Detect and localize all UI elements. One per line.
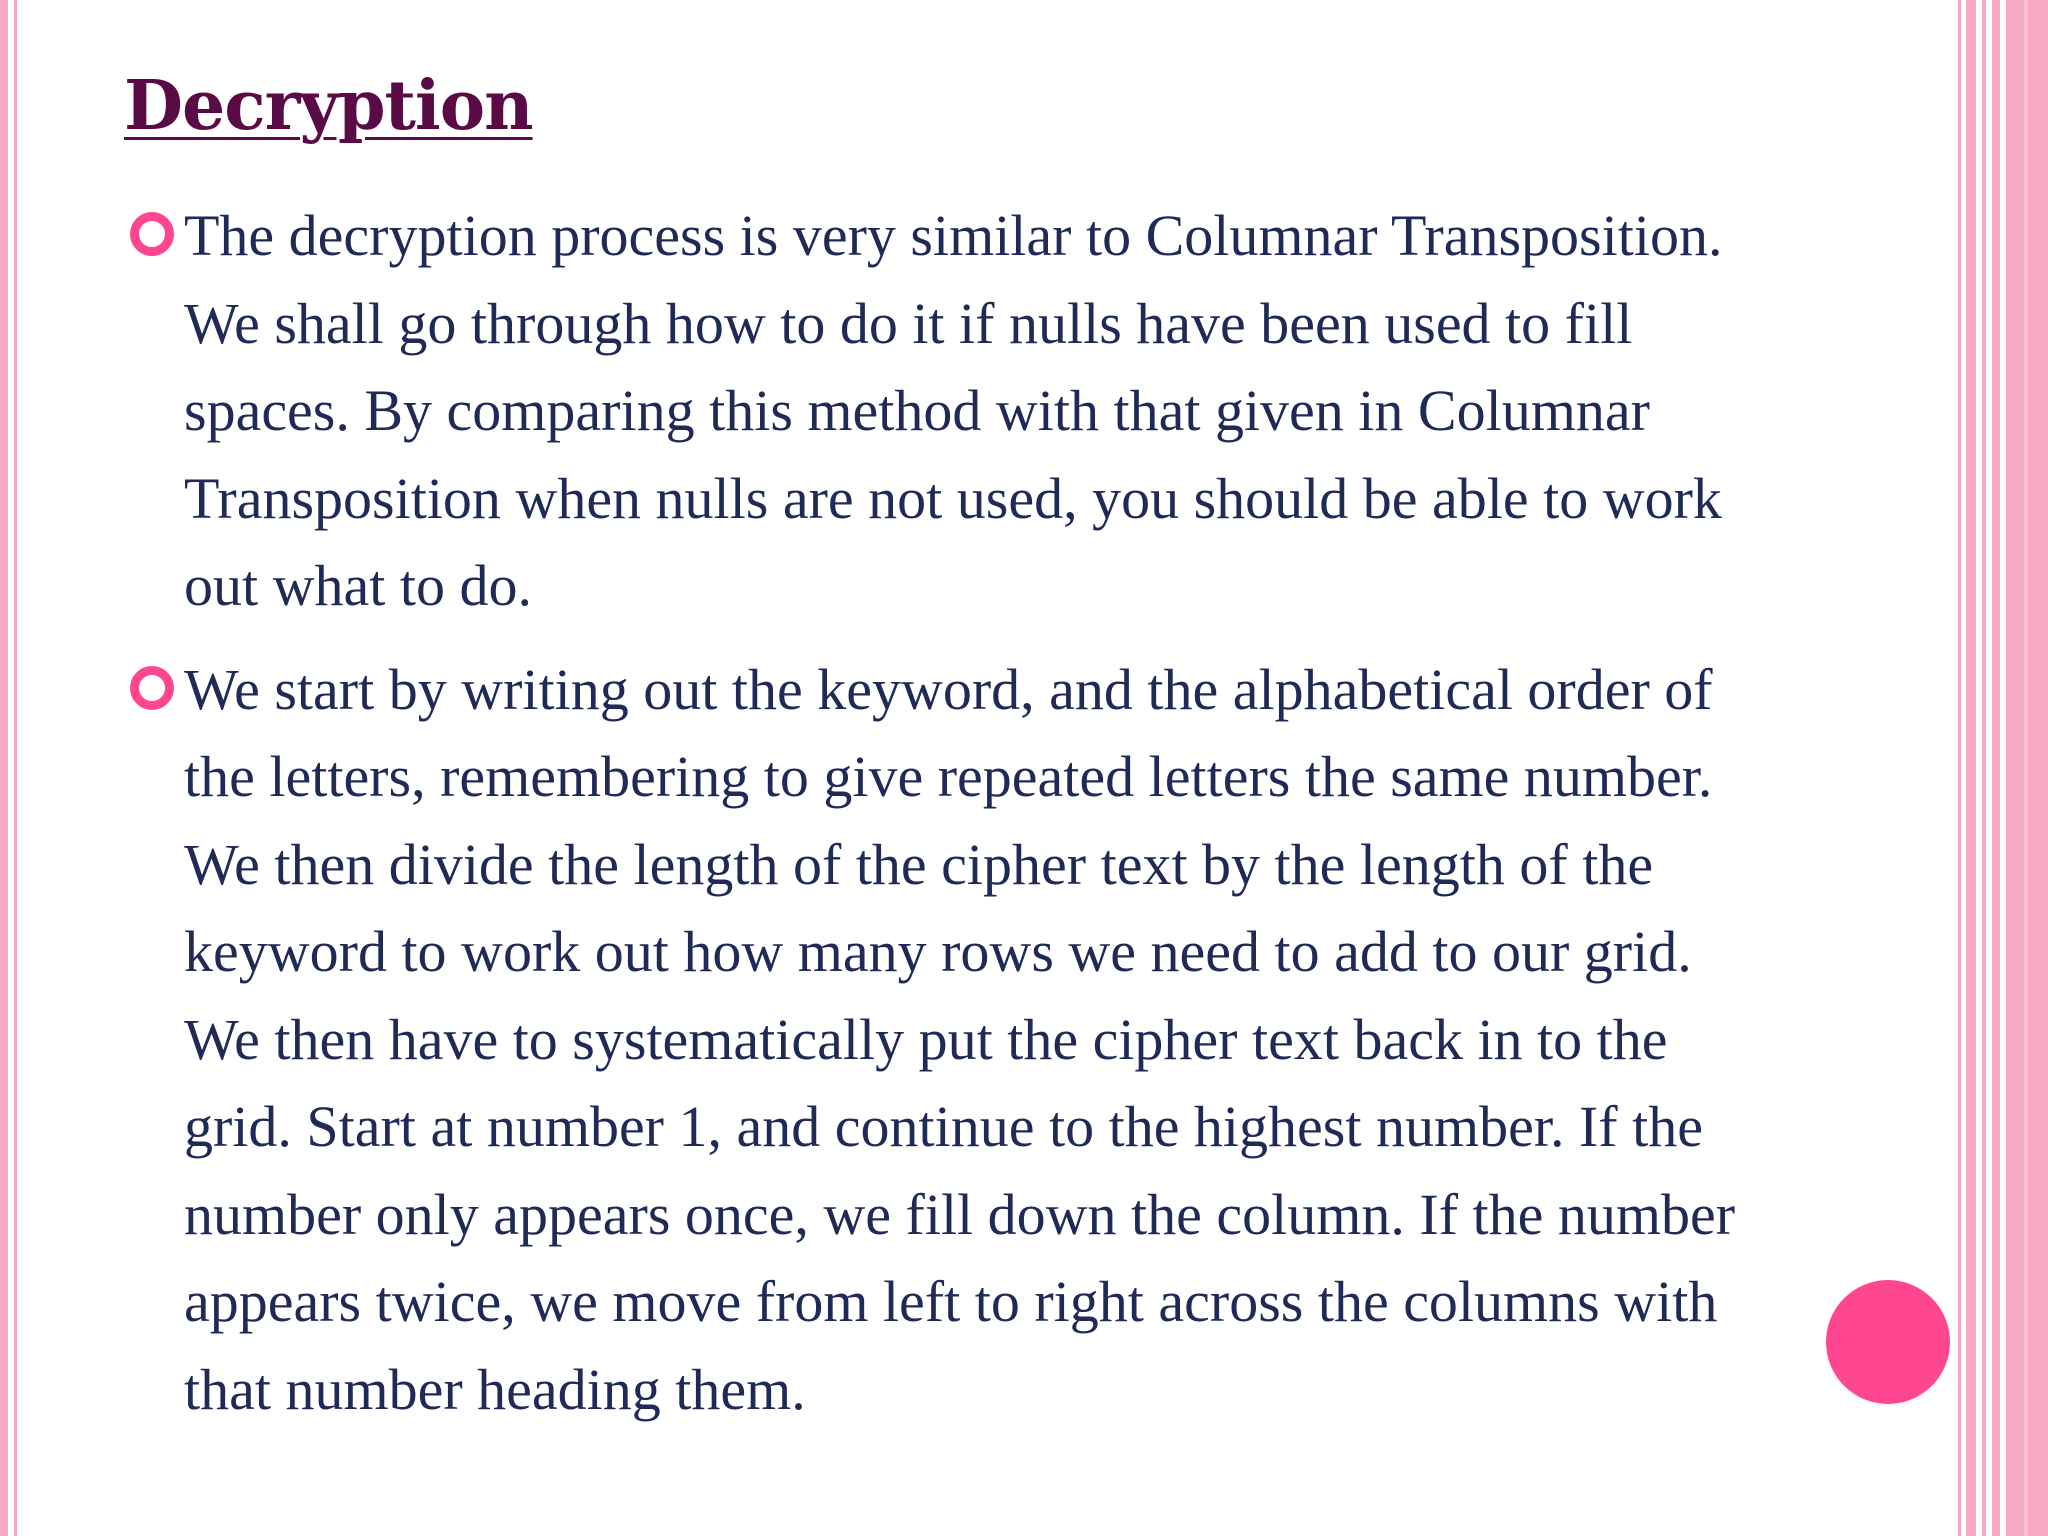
right-border-highlight [2024,0,2028,1536]
right-border-line [1982,0,1986,1536]
ring-bullet-icon [130,666,174,710]
left-border-line [14,0,17,1536]
bullet-text: We start by writing out the keyword, and the alphabetical order of the letters, remembering to give repeated letters the same number. We then divide the length of the cipher text by the length of the keyword to work out how many rows we need to add to our grid. We then have to systematically put the cipher text back in to the grid. Start at number 1, and continue to the highest number. If the number only appears once, we fill down the column. If the number appears twice, we move from left to right across the columns with that number heading them. [184,656,1736,1422]
bullet-item [124,646,1764,1434]
right-border-line [1958,0,1961,1536]
bullet-item [124,192,1764,630]
bullet-text: The decryption process is very similar to Columnar Transposition. We shall go through how to do it if nulls have been used to fill spaces. By comparing this method with that given in Columnar Transposition when nulls are not used, you should be able to work out what to do. [184,203,1723,618]
right-border-band [1966,0,1976,1536]
ring-bullet-icon [130,212,174,256]
pink-circle-decoration-icon [1826,1280,1950,1404]
left-border-stripe [0,0,8,1536]
bullet-list [124,192,1764,1449]
slide-title: Decryption [124,66,533,146]
right-border-band [1992,0,2000,1536]
